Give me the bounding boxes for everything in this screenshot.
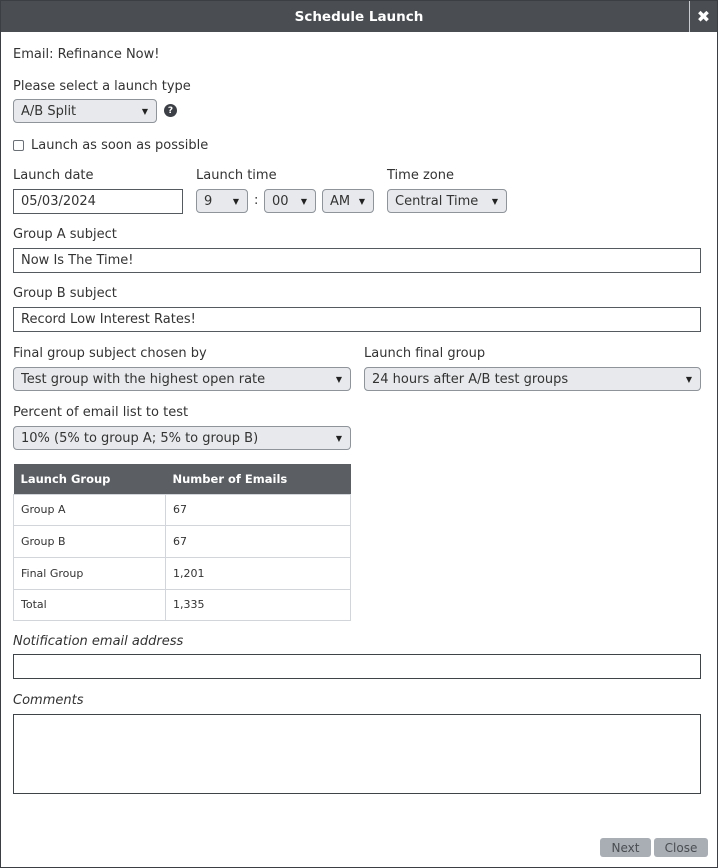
group-b-subject-label: Group B subject [13,286,117,301]
chevron-down-icon: ▼ [335,374,342,384]
count-cell: 67 [166,526,351,558]
next-button[interactable]: Next [600,838,651,857]
launch-asap-label: Launch as soon as possible [31,138,209,153]
time-separator: : [254,193,259,208]
percent-select[interactable] [13,426,351,450]
launch-ampm-select[interactable] [322,189,374,213]
group-cell: Total [14,589,166,621]
chevron-down-icon: ▼ [300,196,307,206]
column-header: Number of Emails [166,464,351,494]
launch-minute-select[interactable] [264,189,316,213]
notification-email-field[interactable] [13,654,701,679]
percent-value: 10% (5% to group A; 5% to group B) [21,430,259,446]
table-row [14,526,351,558]
email-line [13,47,159,62]
help-icon[interactable]: ? [164,104,177,117]
time-zone-label: Time zone [387,168,454,183]
email-name: Refinance Now! [57,47,160,62]
launch-type-label: Please select a launch type [13,79,191,94]
final-subject-value: Test group with the highest open rate [21,371,266,387]
chevron-down-icon: ▼ [335,433,342,443]
table-row [14,557,351,589]
launch-final-value: 24 hours after A/B test groups [372,371,569,387]
launch-minute-value: 00 [272,193,289,209]
comments-textarea[interactable] [13,714,701,794]
launch-final-label: Launch final group [364,346,486,361]
time-zone-select[interactable] [387,189,507,213]
notification-label: Notification email address [13,634,184,649]
launch-date-input[interactable]: 05/03/2024 [13,189,183,214]
column-header: Launch Group [14,464,166,494]
dialog-title: Schedule Launch [294,8,424,25]
final-subject-select[interactable] [13,367,351,391]
launch-asap-checkbox[interactable] [13,140,24,151]
table-header-row [14,464,351,494]
table-row [14,494,351,526]
group-cell: Group A [14,494,166,526]
chevron-down-icon: ▼ [491,196,498,206]
group-cell: Group B [14,526,166,558]
dialog-titlebar [1,1,717,32]
launch-final-select[interactable] [364,367,701,391]
email-label: Email: [13,47,54,62]
count-cell: 1,201 [166,557,351,589]
launch-type-select[interactable] [13,99,157,123]
group-cell: Final Group [14,557,166,589]
group-a-subject-label: Group A subject [13,227,117,242]
time-zone-value: Central Time [395,193,479,209]
percent-label: Percent of email list to test [13,405,189,420]
launch-date-label: Launch date [13,168,94,183]
launch-ampm-value: AM [330,193,351,209]
group-a-subject-input[interactable]: Now Is The Time! [13,248,701,273]
count-cell: 1,335 [166,589,351,621]
close-icon[interactable]: ✖ [689,1,717,32]
launch-hour-value: 9 [204,193,213,209]
comments-label: Comments [13,693,84,708]
chevron-down-icon: ▼ [232,196,239,206]
chevron-down-icon: ▼ [358,196,365,206]
group-b-subject-input[interactable]: Record Low Interest Rates! [13,307,701,332]
close-button[interactable]: Close [654,838,708,857]
chevron-down-icon: ▼ [141,106,148,116]
launch-hour-select[interactable] [196,189,248,213]
final-subject-label: Final group subject chosen by [13,346,207,361]
launch-group-table [13,464,351,621]
launch-type-value: A/B Split [21,103,77,119]
count-cell: 67 [166,494,351,526]
launch-time-label: Launch time [196,168,277,183]
chevron-down-icon: ▼ [685,374,692,384]
table-row [14,589,351,621]
